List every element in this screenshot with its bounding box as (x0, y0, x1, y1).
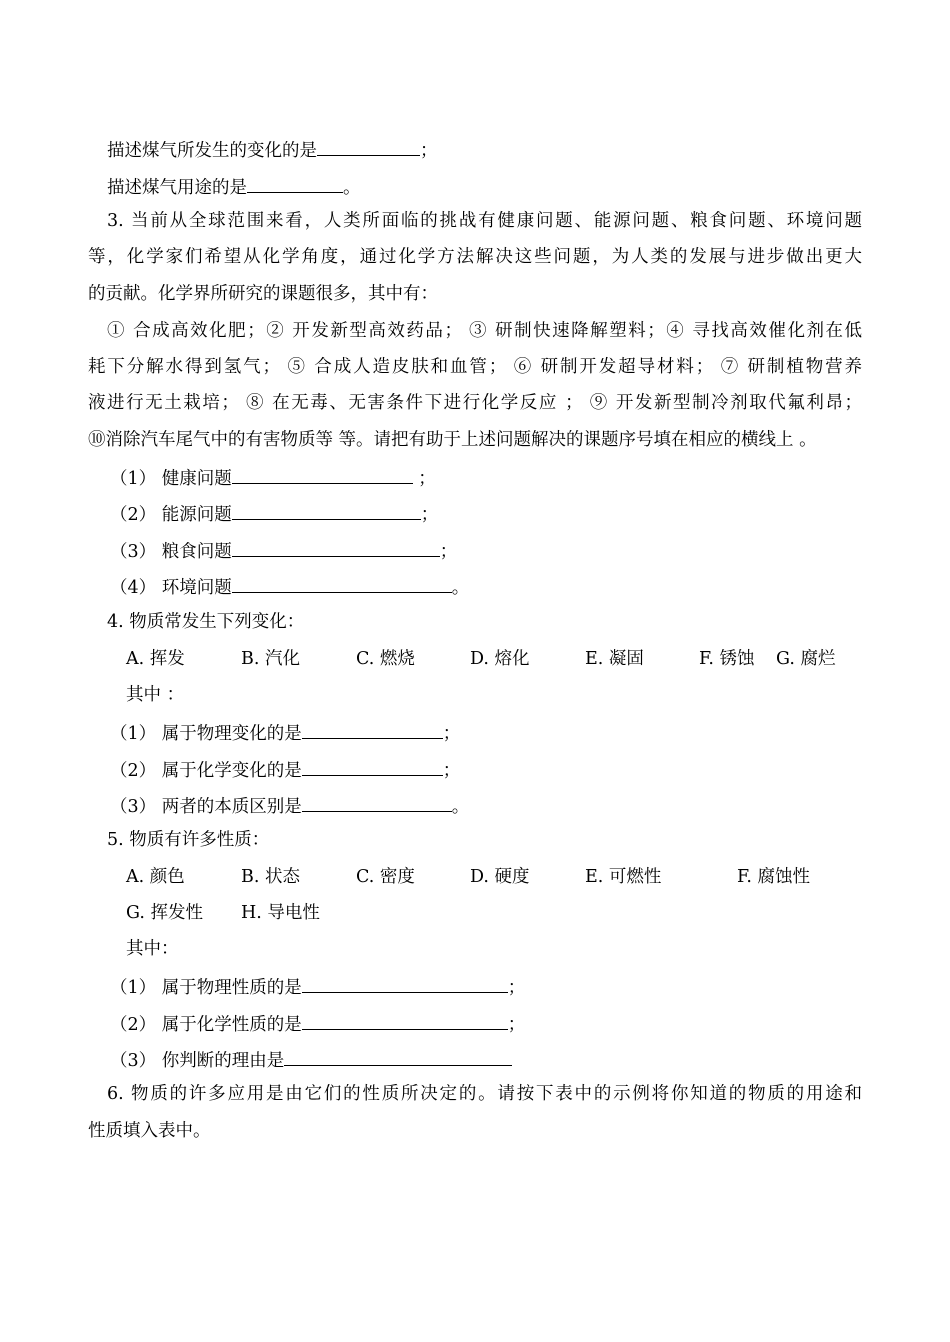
q4-chemical-end: ； (442, 761, 461, 781)
q4-intro: 4. 物质常发生下列变化： (107, 612, 305, 632)
q4-option-d: D. 熔化 (470, 649, 530, 669)
q5-chemical-end: ； (507, 1015, 526, 1035)
q3-health-blank[interactable] (232, 465, 413, 484)
q3-topics-line2: 耗下分解水得到氢气； ⑤ 合成人造皮肤和血管； ⑥ 研制开发超导材料； ⑦ 研制植物营养 (88, 357, 862, 377)
q6-line2: 性质填入表中。 (88, 1121, 211, 1141)
q3-energy-line (110, 501, 438, 526)
q3-energy-end: ； (420, 505, 439, 525)
q4-physical-label: （1） 属于物理变化的是 (110, 724, 302, 744)
q3-topics-line4: ⑩消除汽车尾气中的有害物质等 等。请把有助于上述问题解决的课题序号填在相应的横线上 。 (88, 430, 817, 450)
q5-option-c: C. 密度 (356, 867, 415, 887)
q4-chemical-label: （2） 属于化学变化的是 (110, 761, 302, 781)
q3-energy-blank[interactable] (232, 501, 421, 520)
q2-use-blank[interactable] (247, 174, 343, 193)
q4-physical-line (110, 720, 460, 745)
q4-option-a: A. 挥发 (126, 649, 185, 669)
q2-use-line (107, 174, 361, 199)
q3-energy-label: （2） 能源问题 (110, 505, 232, 525)
q4-option-c: C. 燃烧 (356, 649, 415, 669)
q4-physical-end: ； (442, 724, 461, 744)
q5-chemical-blank[interactable] (302, 1011, 508, 1030)
q5-option-h: H. 导电性 (241, 903, 320, 923)
q5-reason-label: （3） 你判断的理由是 (110, 1051, 285, 1071)
q4-chemical-blank[interactable] (302, 757, 443, 776)
q2-change-blank[interactable] (317, 137, 420, 156)
q4-physical-blank[interactable] (302, 720, 443, 739)
q4-option-b: B. 汽化 (241, 649, 300, 669)
q5-physical-label: （1） 属于物理性质的是 (110, 978, 302, 998)
q5-physical-end: ； (507, 978, 526, 998)
q3-food-label: （3） 粮食问题 (110, 542, 232, 562)
q5-among: 其中： (126, 939, 179, 959)
q3-env-blank[interactable] (232, 574, 452, 593)
q4-difference-line (110, 793, 469, 818)
q3-food-end: ； (439, 542, 458, 562)
q3-health-end: ； (412, 469, 436, 489)
q5-option-e: E. 可燃性 (585, 867, 662, 887)
q5-reason-blank[interactable] (284, 1047, 512, 1066)
q4-option-e: E. 凝固 (585, 649, 644, 669)
q5-option-g: G. 挥发性 (126, 903, 203, 923)
q4-option-g: G. 腐烂 (776, 649, 836, 669)
q3-health-line (110, 465, 436, 490)
q3-health-label: （1） 健康问题 (110, 469, 232, 489)
q5-physical-blank[interactable] (302, 974, 508, 993)
q3-env-line (110, 574, 469, 599)
q3-intro-line3: 的贡献。化学界所研究的课题很多，其中有： (88, 284, 438, 304)
q4-chemical-line (110, 757, 460, 782)
q5-reason-line (110, 1047, 512, 1072)
q6-line1: 6. 物质的许多应用是由它们的性质所决定的。请按下表中的示例将你知道的物质的用途和 (107, 1084, 862, 1104)
q3-topics-line1: ① 合成高效化肥；② 开发新型高效药品； ③ 研制快速降解塑料；④ 寻找高效催化剂在低 (107, 321, 862, 341)
q3-topics-line3: 液进行无土栽培； ⑧ 在无毒、无害条件下进行化学反应 ； ⑨ 开发新型制冷剂取代氟利昂； (88, 393, 862, 413)
q3-intro-line2: 等，化学家们希望从化学角度，通过化学方法解决这些问题，为人类的发展与进步做出更大 (88, 247, 862, 267)
q5-intro: 5. 物质有许多性质： (107, 830, 270, 850)
q2-use-text: 描述煤气用途的是 (107, 178, 247, 198)
q5-chemical-line (110, 1011, 525, 1036)
q2-change-end: ； (420, 141, 438, 161)
q5-option-d: D. 硬度 (470, 867, 530, 887)
q4-difference-label: （3） 两者的本质区别是 (110, 797, 302, 817)
q4-among: 其中 ： (126, 685, 185, 705)
q3-env-end: 。 (451, 578, 470, 598)
q2-use-end: 。 (343, 178, 361, 198)
q3-food-line (110, 538, 457, 563)
q5-chemical-label: （2） 属于化学性质的是 (110, 1015, 302, 1035)
q5-option-a: A. 颜色 (126, 867, 185, 887)
q5-option-b: B. 状态 (241, 867, 300, 887)
q5-physical-line (110, 974, 525, 999)
q4-difference-blank[interactable] (302, 793, 452, 812)
q3-food-blank[interactable] (232, 538, 440, 557)
q5-option-f: F. 腐蚀性 (737, 867, 811, 887)
q4-difference-end: 。 (451, 797, 470, 817)
q2-change-text: 描述煤气所发生的变化的是 (107, 141, 317, 161)
q3-env-label: （4） 环境问题 (110, 578, 232, 598)
q4-option-f: F. 锈蚀 (699, 649, 755, 669)
q3-intro-line1: 3. 当前从全球范围来看，人类所面临的挑战有健康问题、能源问题、粮食问题、环境问题 (107, 211, 862, 231)
q2-change-line (107, 137, 438, 162)
